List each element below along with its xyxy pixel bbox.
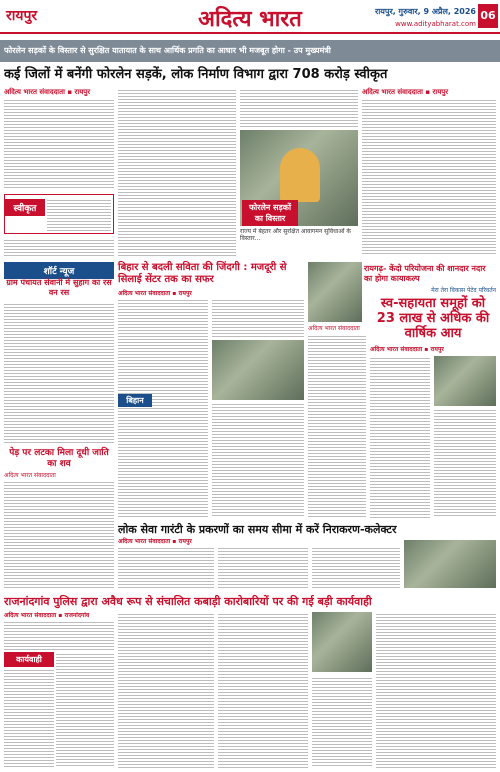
rajnandgaon-dateline: राजनांदगांव — [64, 612, 90, 619]
lead-column-2 — [118, 88, 236, 256]
lok-seva-headline: लोक सेवा गारंटी के प्रकरणों का समय सीमा में करें निराकरण-कलेक्टर — [118, 523, 397, 536]
lead-right-byline-text: अदित्य भारत संवाददाता — [362, 88, 423, 96]
lok-seva-text-3 — [312, 546, 400, 588]
page-number: 06 — [478, 4, 498, 28]
kendu-photo — [308, 262, 362, 322]
lead-column-4 — [362, 98, 496, 256]
shg-text-2 — [434, 408, 496, 518]
rajnandgaon-text-2 — [118, 612, 214, 768]
lead-right-dateline: रायपुर — [432, 88, 449, 96]
lead-photo-label: फोरलेन सड़कों का विस्तार — [242, 200, 298, 226]
lok-seva-dateline: रायपुर — [178, 538, 192, 545]
rajnandgaon-byline-text: अदित्य भारत संवाददाता — [4, 612, 57, 619]
issue-date: रायपुर, गुरुवार, 9 अप्रैल, 2026 — [374, 7, 476, 16]
approved-box-text — [47, 198, 111, 232]
lok-seva-text-1 — [118, 546, 214, 588]
rajnandgaon-text-1c — [4, 668, 54, 768]
kendu-text-1 — [308, 334, 366, 518]
website: www.adityabharat.com — [395, 20, 476, 28]
rajnandgaon-text-1b — [56, 652, 114, 768]
lead-column-3 — [240, 88, 358, 128]
lead-column-1b — [4, 238, 114, 256]
top-strap — [0, 40, 500, 62]
city-label-left: रायपुर — [6, 8, 38, 24]
person-portrait — [280, 148, 320, 202]
bihar-text-2 — [212, 298, 304, 338]
newspaper-logo: अदित्य भारत — [198, 7, 302, 32]
bihar-dateline: रायपुर — [178, 290, 192, 297]
rajnandgaon-byline: अदित्य भारत संवाददाता ▪ राजनांदगांव — [4, 612, 90, 619]
rajnandgaon-tag: कार्यवाही — [4, 652, 54, 667]
rajnandgaon-headline: राजनांदगांव पुलिस द्वारा अवैध रूप से संचालित कबाड़ी कारोबारियों पर की गई बड़ी कार्यवाही — [4, 595, 372, 608]
shg-dateline: रायपुर — [430, 346, 444, 353]
masthead — [0, 0, 500, 34]
lead-photo — [240, 130, 358, 226]
shg-text-1 — [370, 356, 430, 518]
short-news-headline: ग्राम पंचायत सेवानी में सुहाग का रस वन रस — [6, 278, 112, 297]
bihar-byline-text: अदित्य भारत संवाददाता — [118, 290, 171, 297]
lead-dateline: रायपुर — [74, 88, 91, 96]
lead-right-byline: अदित्य भारत संवाददाता ▪ रायपुर — [362, 88, 449, 96]
shg-headline: स्व-सहायता समूहों को 23 लाख से अधिक की वार्षिक आय — [376, 296, 490, 341]
kendu-headline: रायगढ़- केंदो परियोजना की शानदार नदार का होगा कायाकल्प — [364, 264, 486, 283]
lok-seva-photo-right — [404, 540, 496, 588]
lead-byline: अदित्य भारत संवाददाता ▪ रायपुर — [4, 88, 91, 96]
bihar-text-1 — [118, 298, 208, 518]
shg-byline: अदित्य भारत संवाददाता ▪ रायपुर — [370, 346, 444, 353]
bihar-photo — [212, 340, 304, 400]
lead-headline: कई जिलों में बनेंगी फोरलेन सड़कें, लोक निर्माण विभाग द्वारा 708 करोड़ स्वीकृत — [4, 67, 388, 82]
approved-box — [4, 194, 114, 234]
bihar-headline: बिहार से बदली सविता की जिंदगी : मजदूरी से सिलाई सेंटर तक का सफर — [118, 262, 287, 285]
rajnandgaon-text-4 — [312, 676, 372, 768]
side-story-text — [4, 480, 114, 588]
side-story-byline: अदित्य भारत संवाददाता — [4, 472, 56, 479]
rajnandgaon-text-3 — [218, 612, 308, 768]
rajnandgaon-text-1 — [4, 620, 114, 650]
approved-box-label: स्वीकृत — [5, 199, 45, 216]
rajnandgaon-text-5 — [376, 612, 496, 768]
bihar-byline: अदित्य भारत संवाददाता ▪ रायपुर — [118, 290, 192, 297]
bihar-text-3 — [212, 402, 304, 518]
shg-photo — [434, 356, 496, 406]
lead-photo-caption: राज्य में बेहतर और सुरक्षित आवागमन सुविधाओं के विस्तार... — [240, 228, 351, 242]
lead-byline-text: अदित्य भारत संवाददाता — [4, 88, 65, 96]
lok-seva-text-2 — [218, 546, 308, 588]
lok-seva-byline: अदित्य भारत संवाददाता ▪ रायपुर — [118, 538, 192, 545]
rajnandgaon-photo — [312, 612, 372, 672]
lead-column-1 — [4, 98, 114, 190]
strap-text: फोरलेन सड़कों के विस्तार से सुरक्षित यातायात के साथ आर्थिक प्रगति का आधार भी मजबूत होगा - उप मुख्यमंत्री — [4, 46, 331, 55]
shg-byline-text: अदित्य भारत संवाददाता — [370, 346, 423, 353]
side-story-headline: पेड़ पर लटका मिला दूधी जाति का शव — [9, 448, 109, 469]
lok-seva-byline-text: अदित्य भारत संवाददाता — [118, 538, 171, 545]
short-news-label: शॉर्ट न्यूज — [4, 262, 114, 279]
kendu-byline: अदित्य भारत संवाददाता — [308, 325, 360, 332]
short-news-text — [4, 302, 114, 444]
shg-top-label: मेरा तेरा विकास पेटेद परिवर्तन — [431, 287, 496, 294]
bihar-tag: बिहान — [118, 394, 152, 407]
